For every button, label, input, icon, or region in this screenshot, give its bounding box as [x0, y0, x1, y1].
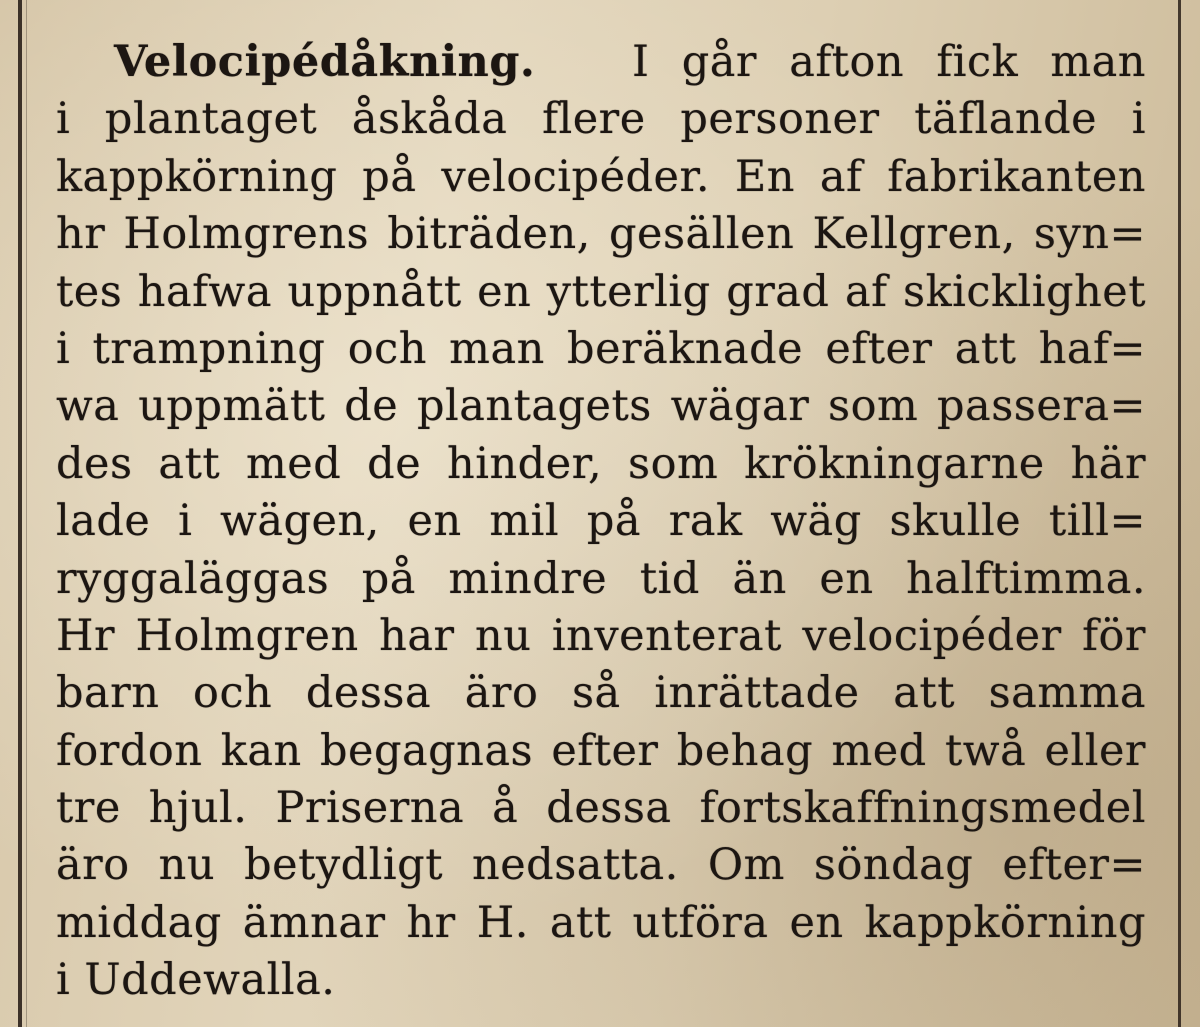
- article-line-last: i Uddewalla.: [56, 955, 336, 1006]
- article-body: [56, 34, 1146, 1010]
- article-line: äro nu betydligt nedsatta. Om söndag efter=: [56, 840, 1146, 891]
- article-line: barn och dessa äro så inrättade att samma: [56, 668, 1146, 719]
- article-line-1: [56, 34, 1146, 91]
- article-line: lade i wägen, en mil på rak wäg skulle till=: [56, 496, 1146, 547]
- article-line: fordon kan begagnas efter behag med twå eller: [56, 725, 1146, 776]
- article-line: hr Holmgrens biträden, gesällen Kellgren, syn=: [56, 209, 1146, 260]
- article-line: tre hjul. Priserna å dessa fortskaffningsmedel: [56, 783, 1146, 834]
- bleed-through-text-bottom: [470, 1013, 1150, 1027]
- bleed-through-text-top: [30, 0, 1160, 12]
- column-rule-right: [1178, 0, 1181, 1027]
- article-line: des att med de hinder, som krökningarne här: [56, 438, 1146, 489]
- article-line: Hr Holmgren har nu inventerat velocipéder för: [56, 610, 1146, 661]
- article-line: middag ämnar hr H. att utföra en kappkörning: [56, 897, 1146, 948]
- article-heading: Velocipédåkning.: [114, 37, 536, 87]
- article-line: wa uppmätt de plantagets wägar som passera=: [56, 381, 1146, 432]
- article-line: i trampning och man beräknade efter att haf=: [56, 323, 1146, 374]
- article-line-text: I går afton fick man: [632, 37, 1146, 87]
- article-line: i plantaget åskåda flere personer täflande i: [56, 94, 1146, 145]
- article-line: ryggaläggas på mindre tid än en halftimma.: [56, 553, 1146, 604]
- article-line: tes hafwa uppnått en ytterlig grad af skicklighet: [56, 266, 1146, 317]
- article-line: kappkörning på velocipéder. En af fabrikanten: [56, 151, 1146, 202]
- column-rule-left-inner: [26, 0, 27, 1027]
- column-rule-left: [18, 0, 22, 1027]
